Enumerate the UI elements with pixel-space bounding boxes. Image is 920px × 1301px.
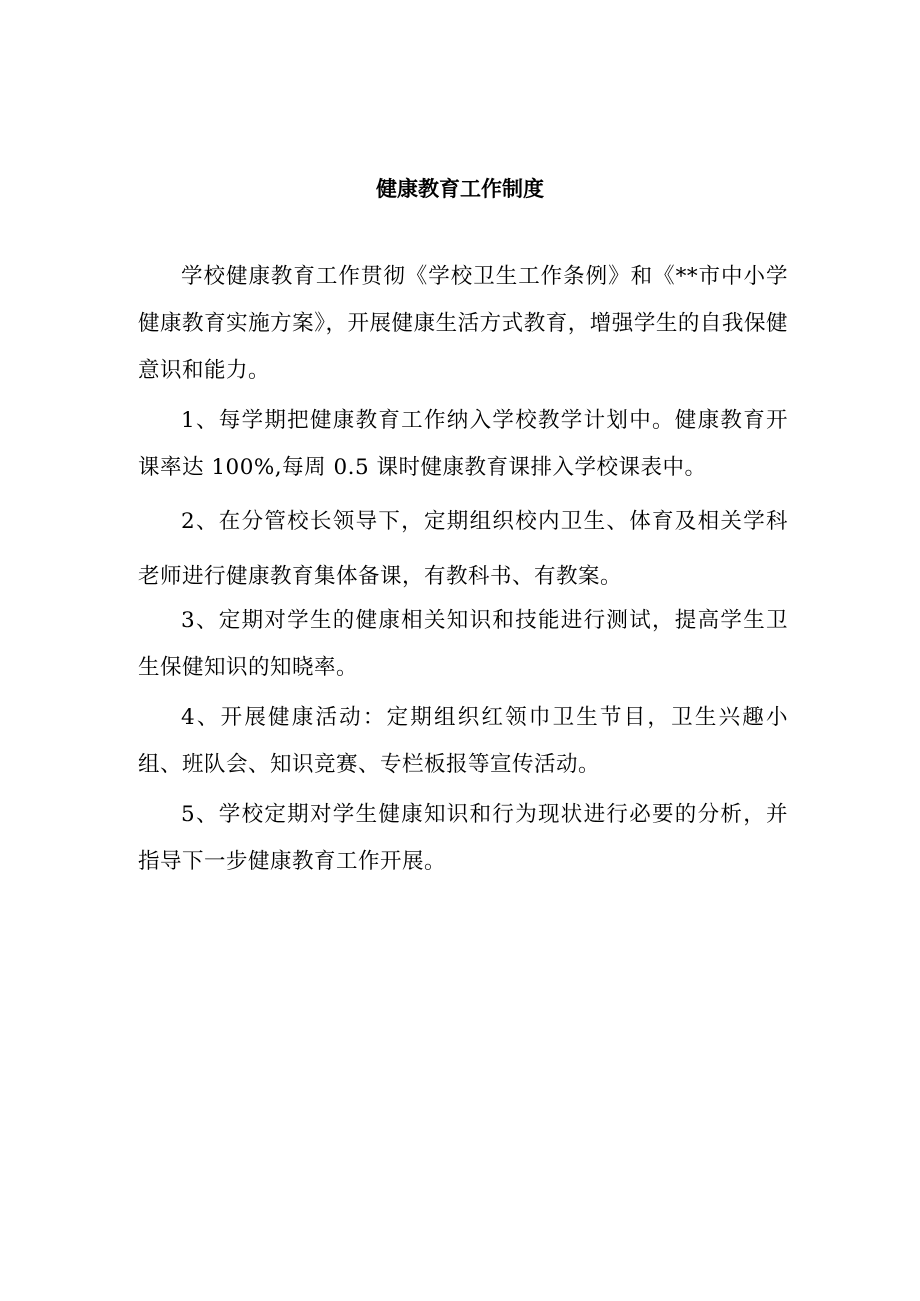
rule-paragraph-5: 5、学校定期对学生健康知识和行为现状进行必要的分析，并指导下一步健康教育工作开展。 [138, 802, 788, 874]
intro-paragraph: 学校健康教育工作贯彻《学校卫生工作条例》和《**市中小学健康教育实施方案》，开展健康生活方式教育，增强学生的自我保健意识和能力。 [138, 264, 788, 383]
rule-paragraph-3: 3、定期对学生的健康相关知识和技能进行测试，提高学生卫生保健知识的知晓率。 [138, 608, 788, 680]
rule-paragraph-1: 1、每学期把健康教育工作纳入学校教学计划中。健康教育开课率达 100%,每周 0.5 课时健康教育课排入学校课表中。 [138, 408, 788, 480]
rule-paragraph-4: 4、开展健康活动：定期组织红领巾卫生节目，卫生兴趣小组、班队会、知识竞赛、专栏板报等宣传活动。 [138, 705, 788, 777]
rule-paragraph-2: 2、在分管校长领导下，定期组织校内卫生、体育及相关学科老师进行健康教育集体备课，有教科书、有教案。 [138, 509, 788, 589]
document-title: 健康教育工作制度 [376, 177, 544, 201]
